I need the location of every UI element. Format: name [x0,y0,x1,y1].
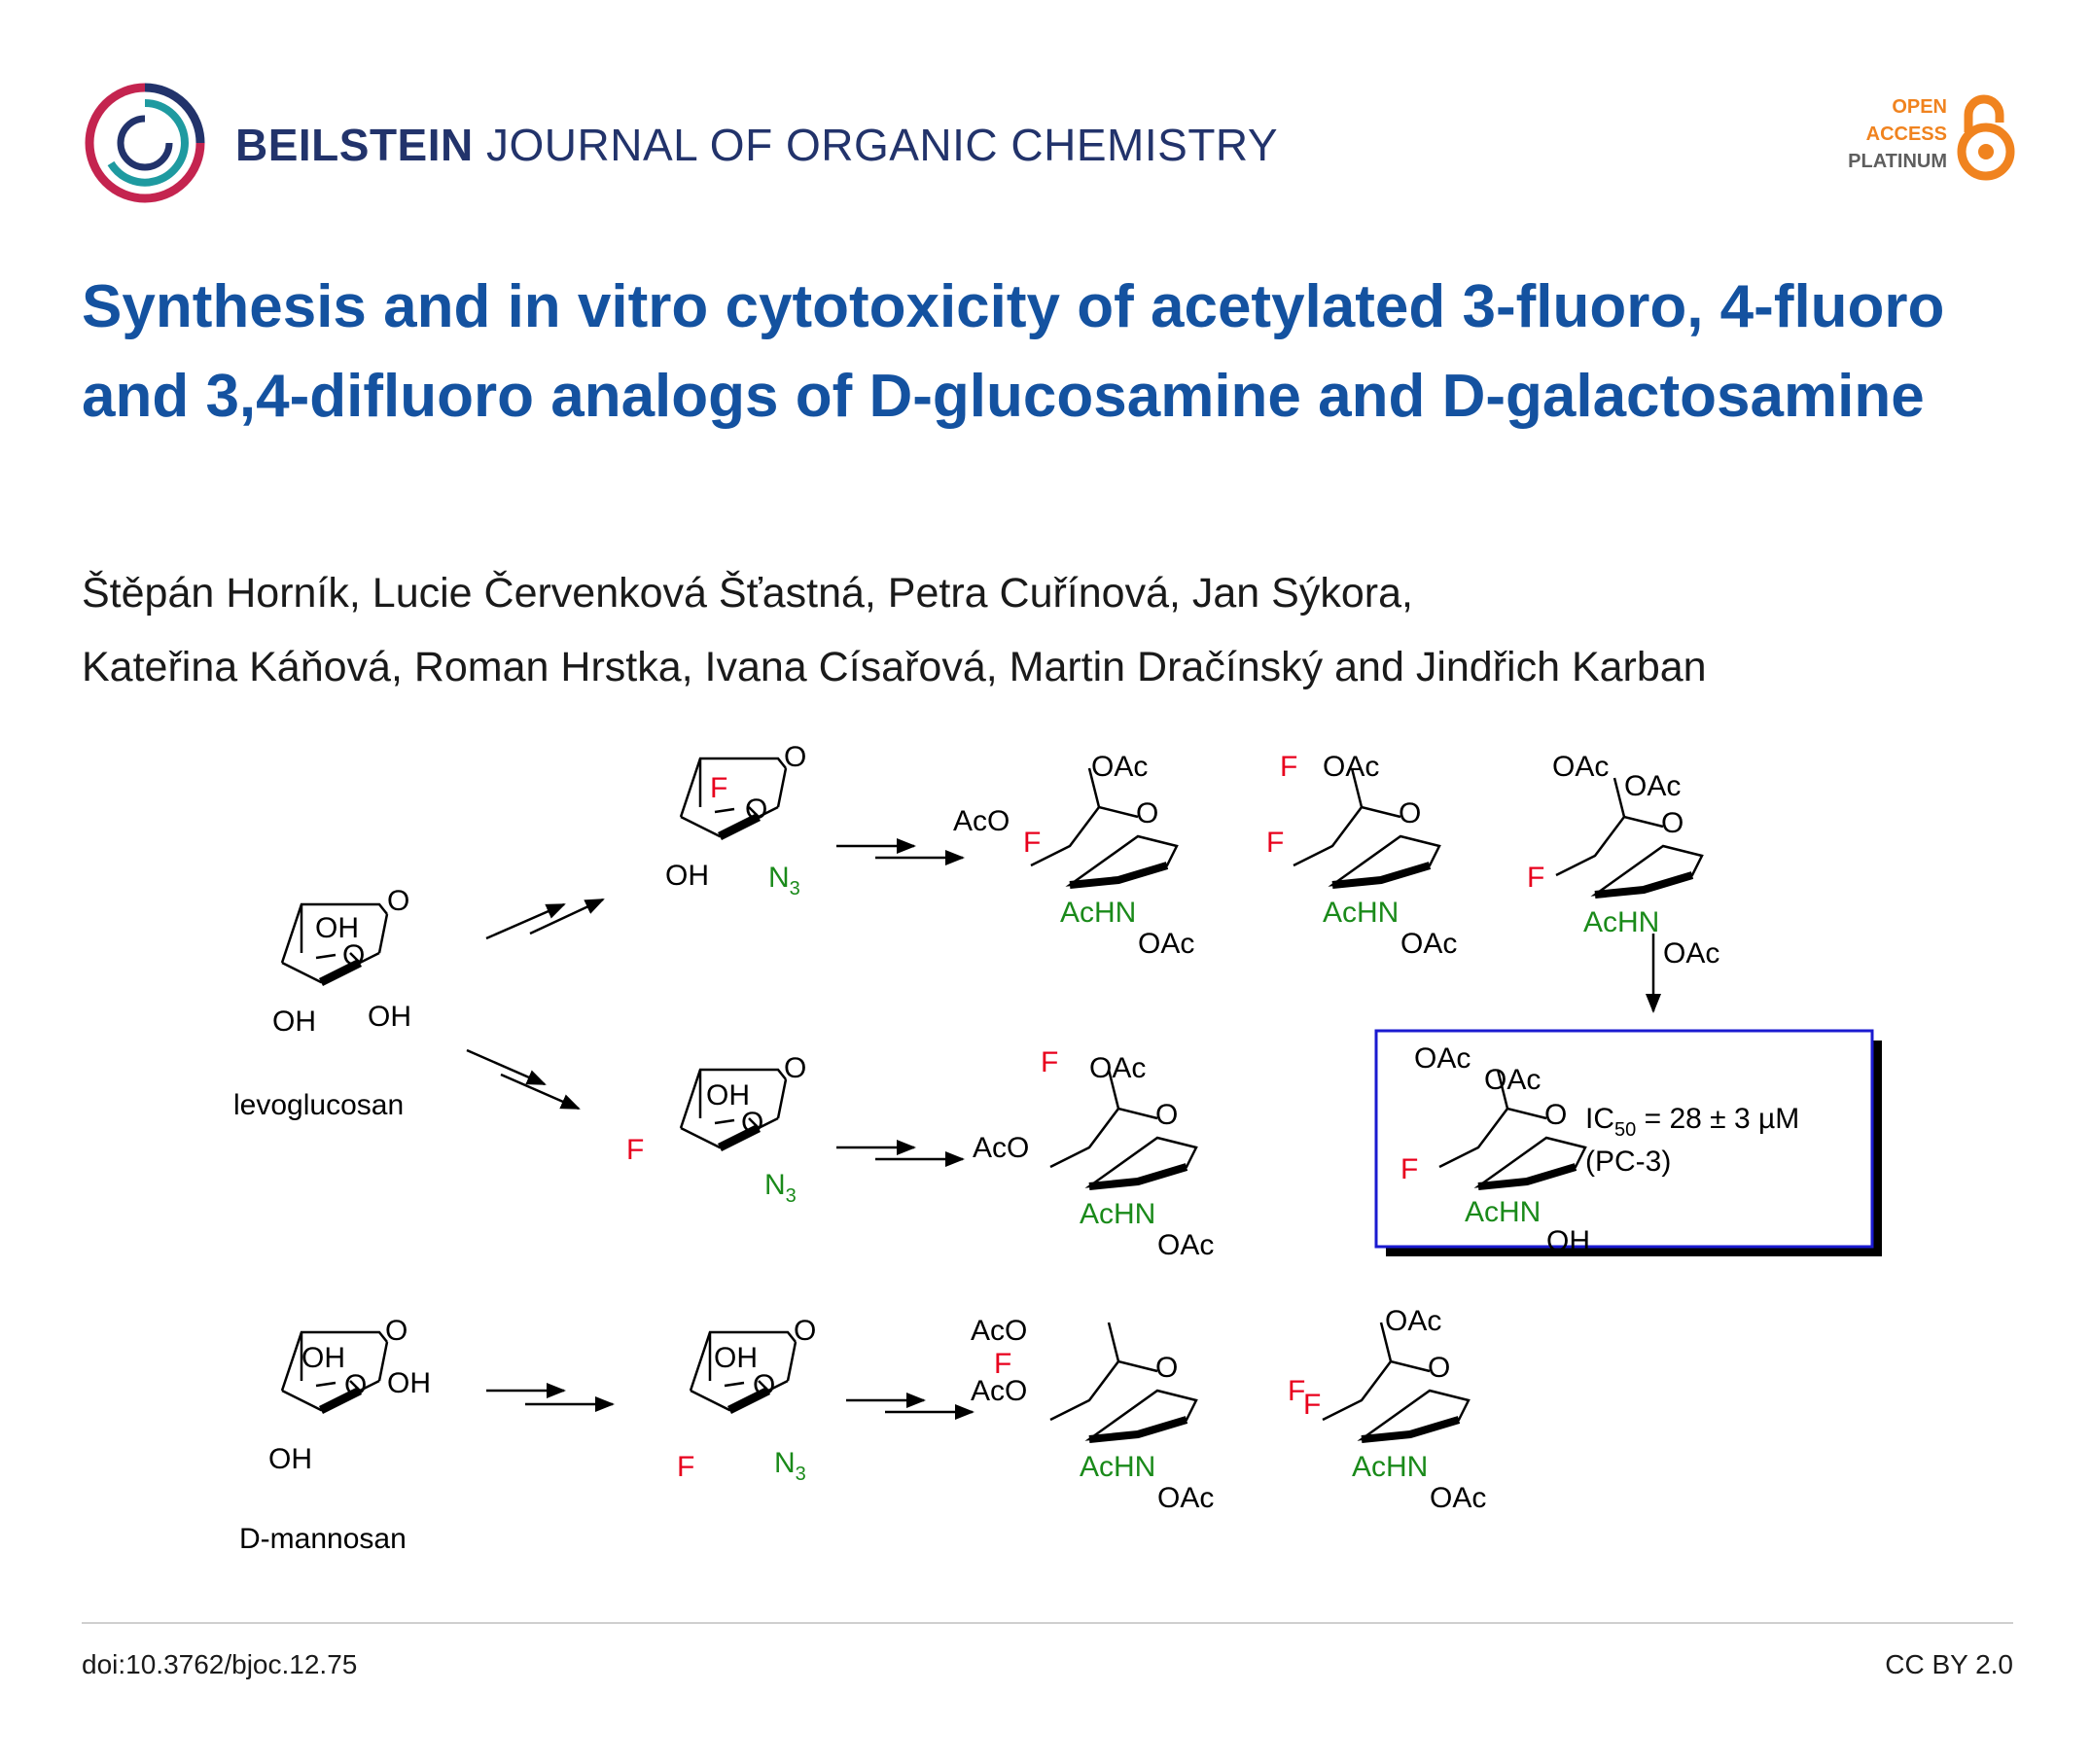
mannosan-structure [239,1315,431,1555]
ring-oxygen: O [1544,1099,1568,1131]
ring-oxygen: O [1428,1352,1451,1384]
fluorine-atom: F [710,772,728,804]
author-list [82,556,2007,704]
acetamido-group: AcHN [1080,1198,1156,1230]
acetamido-group: AcHN [1583,906,1660,938]
authors-line-1: Štěpán Horník, Lucie Červenková Šťastná, Petra Cuřínová, Jan Sýkora, [82,570,1413,617]
ring-oxygen: O [1155,1099,1179,1131]
fluorine-atom: F [1041,1046,1059,1078]
acetamido-group: AcHN [1060,897,1137,929]
acetate-group: OAc [1414,1042,1471,1075]
acetate-group: OAc [1089,1052,1147,1084]
journal-name-bold: BEILSTEIN [235,120,474,170]
hydroxyl-group: OH [368,1001,411,1033]
hydroxyl-group: OH [714,1342,758,1374]
acetate-group: OAc [1624,770,1682,802]
intermediate-4-fluoro [626,1052,806,1207]
bridge-oxygen: O [753,1369,776,1401]
open-access-line1: OPEN [1892,96,1947,118]
acetoxy-group: AcO [971,1315,1028,1347]
fluorine-atom: F [1023,827,1042,859]
ring-oxygen: O [794,1315,817,1347]
hydroxyl-group: OH [301,1342,345,1374]
ring-oxygen: O [1155,1352,1179,1384]
acetate-group: OAc [1663,937,1720,970]
hydroxyl-group: OH [706,1079,750,1111]
acetate-group: OAc [1430,1482,1487,1514]
beilstein-logo-icon [82,80,208,206]
hydroxyl-group: OH [387,1367,431,1399]
hydroxyl-group: OH [268,1443,312,1475]
levoglucosan-label: levoglucosan [233,1089,405,1121]
product-3-4-difluoro-glucosamine [1266,751,1457,960]
mannosan-label: D-mannosan [239,1523,407,1555]
footer-divider [82,1622,2013,1624]
levoglucosan-structure [233,885,411,1121]
acetamido-group: AcHN [1323,897,1400,929]
ring-oxygen: O [1399,797,1422,829]
acetate-group: OAc [1385,1305,1442,1337]
authors-line-2: Kateřina Káňová, Roman Hrstka, Ivana Císařová, Martin Dračínský and Jindřich Karban [82,644,1707,690]
reaction-arrow [501,1075,579,1109]
acetate-group: OAc [1091,751,1149,783]
bridge-oxygen: O [344,1369,368,1401]
ring-oxygen: O [784,1052,807,1084]
acetoxy-group: AcO [953,805,1010,837]
doi-link[interactable]: doi:10.3762/bjoc.12.75 [82,1649,358,1679]
open-lock-icon [1955,93,2017,181]
result-box [1376,1031,1882,1257]
reaction-arrow [486,904,564,938]
acetate-group: OAc [1484,1064,1542,1096]
fluorine-atom: F [1288,1375,1306,1407]
reaction-scheme [195,739,1945,1575]
acetate-group: OAc [1157,1229,1215,1261]
bridge-oxygen: O [745,794,768,826]
ring-oxygen: O [1136,797,1159,829]
acetate-group: OAc [1552,751,1610,783]
intermediate-3-fluoro [665,741,806,900]
fluorine-atom: F [994,1348,1012,1380]
fluorine-atom: F [1527,862,1545,894]
product-4-4-difluoro [1288,1305,1486,1514]
bridge-oxygen: O [342,939,366,971]
open-access-line2: ACCESS [1865,123,1947,145]
open-access-badge [1823,93,2017,191]
fluorine-atom: F [1280,751,1298,783]
ring-oxygen: O [784,741,807,773]
ring-oxygen: O [385,1315,408,1347]
acetamido-group: AcHN [1352,1451,1429,1483]
product-4-fluoro-glucosamine [971,1315,1214,1514]
acetate-group: OAc [1323,751,1380,783]
hydroxyl-group: OH [315,912,359,944]
acetate-group: OAc [1400,928,1458,960]
acetamido-group: AcHN [1080,1451,1156,1483]
acetate-group: OAc [1157,1482,1215,1514]
acetoxy-group: AcO [973,1132,1030,1164]
fluorine-atom: F [1400,1153,1419,1185]
acetate-group: OAc [1138,928,1195,960]
acetamido-group: AcHN [1465,1196,1542,1228]
journal-name[interactable] [235,119,1278,171]
azide-group: $N_3$ [764,1169,797,1207]
fluorine-atom: F [1266,827,1285,859]
hydroxyl-group: OH [665,860,709,892]
hydroxyl-group: OH [272,1005,316,1038]
fluorine-atom: F [626,1134,645,1166]
product-3-fluoro-galactosamine [1527,751,1719,970]
ring-oxygen: O [387,885,410,917]
journal-name-rest: JOURNAL OF ORGANIC CHEMISTRY [486,120,1278,170]
article-title: Synthesis and in vitro cytotoxicity of acetylated 3-fluoro, 4-fluoro and 3,4-difluoro analogs of D-glucosamine and D-galactosamine [82,273,1945,430]
hydroxyl-group: OH [1546,1225,1590,1257]
product-4-fluoro-galactosamine [973,1046,1214,1261]
fluorine-atom: F [1303,1389,1322,1421]
ring-oxygen: O [1661,807,1684,839]
open-access-line3: PLATINUM [1848,151,1947,172]
bridge-oxygen: O [741,1107,764,1139]
azide-group: $N_3$ [768,862,800,900]
cell-line: (PC-3) [1585,1146,1672,1178]
ic50-value: $IC_{50} = 28 \pm 3$ µM [1585,1103,1800,1141]
fluorine-atom: F [677,1451,695,1483]
acetoxy-group: AcO [971,1375,1028,1407]
azide-group: $N_3$ [774,1447,806,1485]
product-3-fluoro-glucosamine [953,751,1194,960]
intermediate-4-fluoro-manno [677,1315,816,1485]
journal-header [82,80,2017,226]
license-label[interactable]: CC BY 2.0 [1885,1649,2013,1679]
reaction-arrow [530,900,603,934]
reaction-arrow [467,1050,545,1084]
